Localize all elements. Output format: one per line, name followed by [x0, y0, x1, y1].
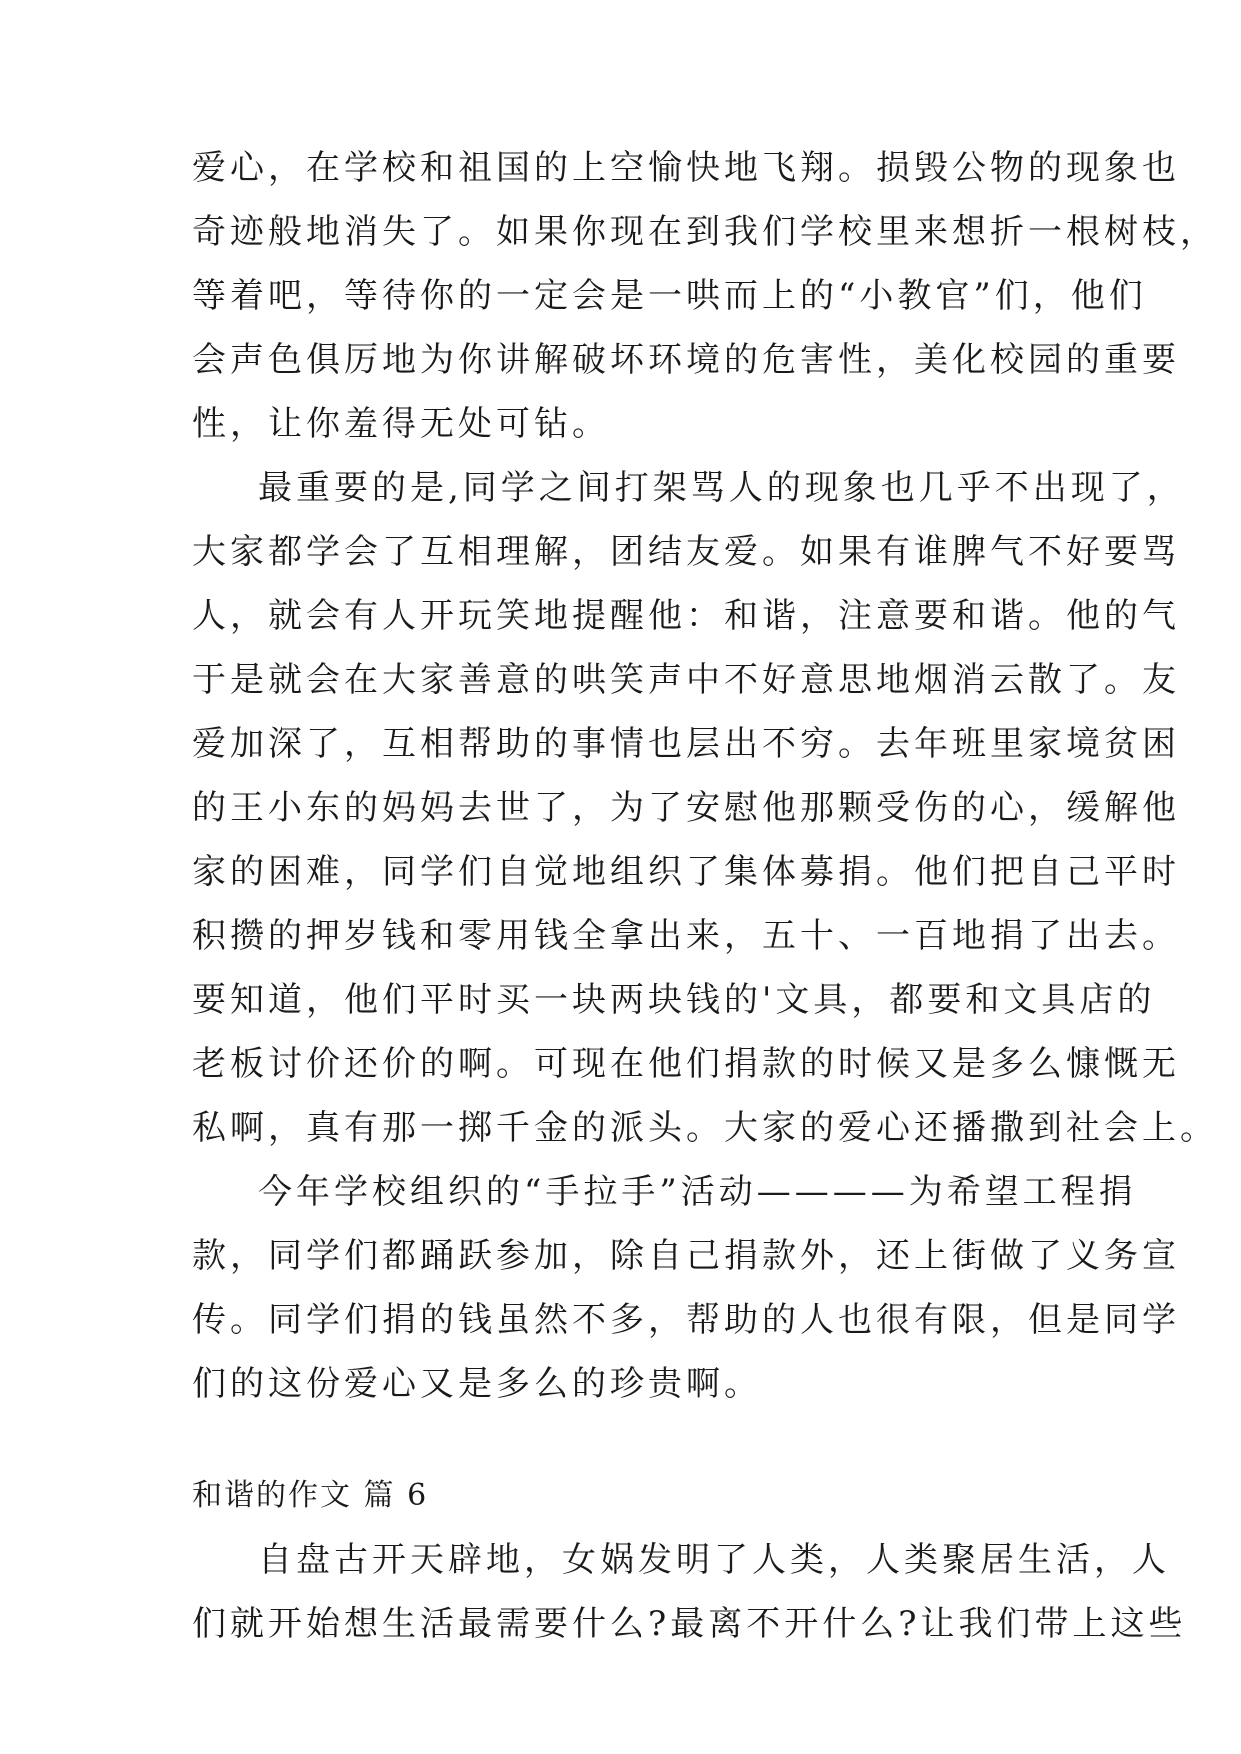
text-line: 的王小东的妈妈去世了，为了安慰他那颗受伤的心，缓解他 [192, 788, 1180, 828]
text-line: 大家都学会了互相理解，团结友爱。如果有谁脾气不好要骂 [192, 532, 1180, 572]
text-line: 会声色俱厉地为你讲解破坏环境的危害性，美化校园的重要 [192, 340, 1180, 380]
paragraph-first-line: 今年学校组织的“手拉手”活动————为希望工程捐 [258, 1172, 1137, 1212]
text-line: 私啊，真有那一掷千金的派头。大家的爱心还播撒到社会上。 [192, 1108, 1218, 1148]
text-line: 性，让你羞得无处可钻。 [192, 404, 610, 444]
text-line: 家的困难，同学们自觉地组织了集体募捐。他们把自己平时 [192, 852, 1180, 892]
text-line: 们的这份爱心又是多么的珍贵啊。 [192, 1364, 762, 1404]
text-line: 爱心，在学校和祖国的上空愉快地飞翔。损毁公物的现象也 [192, 148, 1180, 188]
text-line: 等着吧，等待你的一定会是一哄而上的“小教官”们，他们 [192, 276, 1147, 316]
text-line: 老板讨价还价的啊。可现在他们捐款的时候又是多么慷慨无 [192, 1044, 1180, 1084]
text-line: 人，就会有人开玩笑地提醒他：和谐，注意要和谐。他的气 [192, 596, 1180, 636]
text-line: 们就开始想生活最需要什么?最离不开什么?让我们带上这些 [192, 1604, 1187, 1644]
text-line: 积攒的押岁钱和零用钱全拿出来，五十、一百地捐了出去。 [192, 916, 1180, 956]
paragraph-first-line: 最重要的是,同学之间打架骂人的现象也几乎不出现了， [258, 468, 1185, 508]
section-heading: 和谐的作文 篇 6 [192, 1478, 429, 1513]
text-line: 爱加深了，互相帮助的事情也层出不穷。去年班里家境贫困 [192, 724, 1180, 764]
text-line: 于是就会在大家善意的哄笑声中不好意思地烟消云散了。友 [192, 660, 1180, 700]
text-line: 奇迹般地消失了。如果你现在到我们学校里来想折一根树枝， [192, 212, 1218, 252]
text-line: 要知道，他们平时买一块两块钱的'文具，都要和文具店的 [192, 980, 1156, 1020]
text-line: 传。同学们捐的钱虽然不多，帮助的人也很有限，但是同学 [192, 1300, 1180, 1340]
paragraph-first-line: 自盘古开天辟地，女娲发明了人类，人类聚居生活，人 [258, 1540, 1170, 1580]
text-line: 款，同学们都踊跃参加，除自己捐款外，还上街做了义务宣 [192, 1236, 1180, 1276]
